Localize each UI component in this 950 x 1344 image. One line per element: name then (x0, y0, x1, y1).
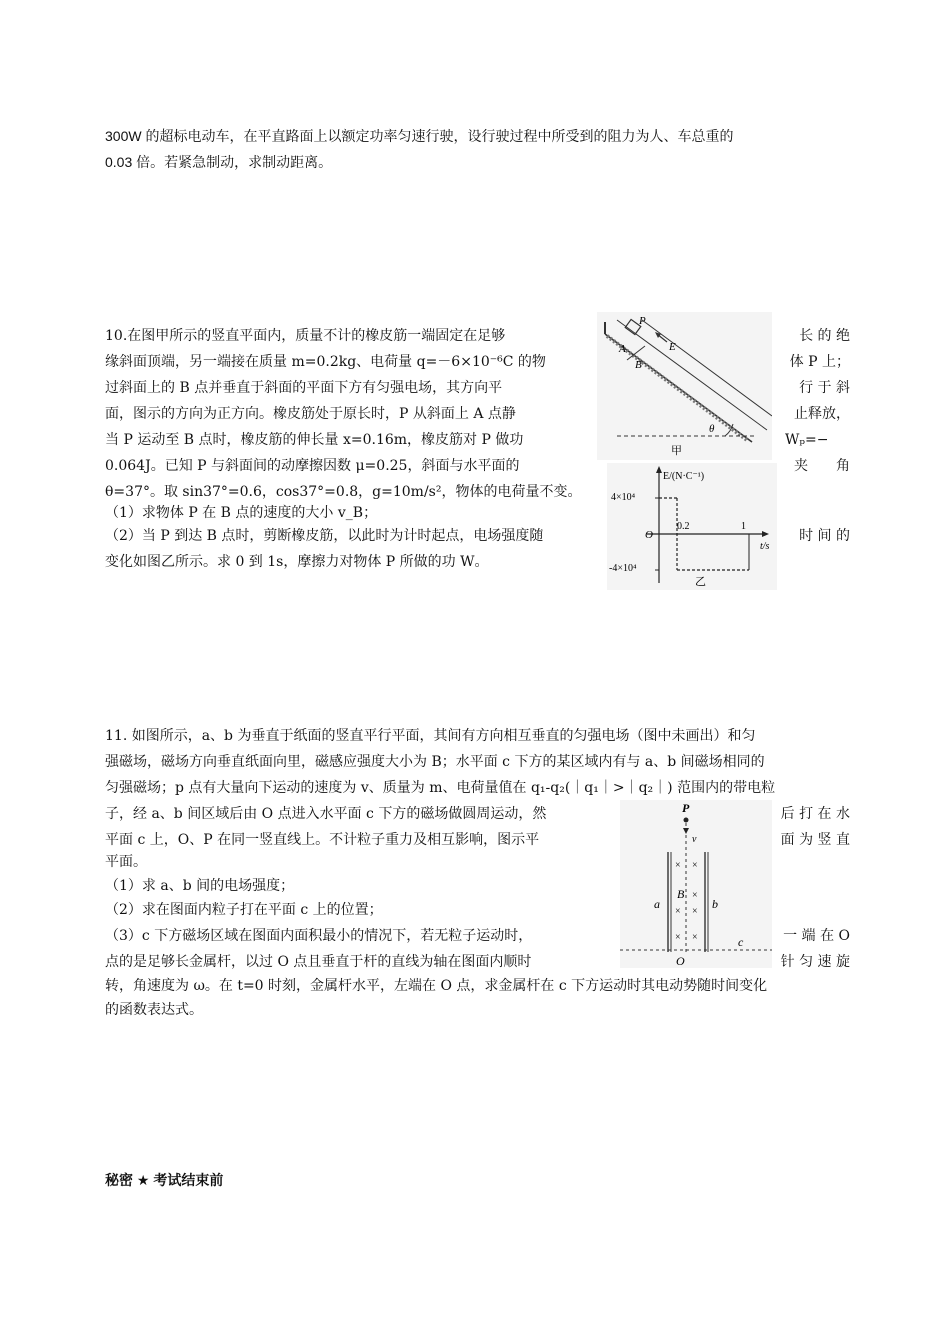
q10-line-6-right: 夹 角 (794, 458, 850, 474)
label-a: A (619, 343, 626, 355)
q10-line-2-left: 缘斜面顶端，另一端接在质量 m=0.2kg、电荷量 q=－6×10⁻⁶C 的物 (105, 354, 546, 370)
cross-4: × (675, 906, 681, 917)
label-v: v (692, 834, 697, 845)
cross-3: × (692, 890, 698, 901)
q11-line-7: （1）求 a、b 间的电场强度； (105, 878, 295, 894)
cross-6: × (675, 932, 681, 943)
q10-line-7: θ=37°。取 sin37°=0.6，cos37°=0.8，g=10m/s²，物体的电荷量不变。 (105, 484, 582, 500)
q9-line-2: 0.03 倍。若紧急制动，求制动距离。 (105, 154, 333, 170)
cross-2: × (692, 860, 698, 871)
q10-line-1-left: 10.在图甲所示的竖直平面内，质量不计的橡皮筋一端固定在足够 (105, 328, 506, 344)
q10-line-4-right: 止释放， (794, 406, 850, 422)
label-b: b (712, 897, 718, 911)
q11-line-4-left: 子，经 a、b 间区域后由 O 点进入水平面 c 下方的磁场做圆周运动，然 (105, 806, 547, 822)
label-e: E (669, 341, 676, 353)
q11-line-8: （2）求在图面内粒子打在平面 c 上的位置； (105, 902, 383, 918)
q11-line-5-right: 面 为 竖 直 (780, 832, 850, 848)
y-tick-label-neg: -4×10⁴ (609, 563, 637, 574)
q11-line-12: 的函数表达式。 (105, 1002, 203, 1018)
q10-line-9-left: （2）当 P 到达 B 点时，剪断橡皮筋，以此时为计时起点，电场强度随 (105, 528, 544, 544)
q9-line-1: 300W 的超标电动车，在平直路面上以额定功率匀速行驶，设行驶过程中所受到的阻力为人、车总重的 (105, 128, 734, 144)
q11-line-10-right: 针 匀 速 旋 (780, 954, 850, 970)
label-p: P (639, 315, 646, 327)
cross-7: × (692, 932, 698, 943)
q10-line-5-left: 当 P 运动至 B 点时，橡皮筋的伸长量 x=0.16m，橡皮筋对 P 做功 (105, 432, 524, 448)
q11-line-5-left: 平面 c 上，O、P 在同一竖直线上。不计粒子重力及相互影响，图示平 (105, 832, 540, 848)
q10-line-1-right: 长 的 绝 (799, 328, 850, 344)
label-a: a (654, 897, 660, 911)
x-axis-label: t/s (760, 541, 770, 552)
y-axis-label: E/(N·C⁻¹) (663, 471, 705, 482)
q10-line-8: （1）求物体 P 在 B 点的速度的大小 v_B； (105, 505, 378, 521)
e-t-chart (607, 463, 777, 590)
y-tick-label-pos: 4×10⁴ (611, 492, 636, 503)
q10-line-3-left: 过斜面上的 B 点并垂直于斜面的平面下方有匀强电场，其方向平 (105, 380, 503, 396)
x-tick-label-0.2: 0.2 (677, 521, 690, 532)
q11-line-11: 转，角速度为 ω。在 t=0 时刻，金属杆水平，左端在 O 点，求金属杆在 c 下方运动时其电动势随时间变化 (105, 978, 768, 994)
q11-line-6: 平面。 (105, 854, 147, 870)
caption-yi: 乙 (695, 576, 706, 588)
origin-label: O (645, 529, 653, 541)
q10-line-3-right: 行 于 斜 (799, 380, 850, 396)
q11-line-9-right: 一 端 在 O (783, 928, 850, 944)
q10-line-6-left: 0.064J。已知 P 与斜面间的动摩擦因数 μ=0.25，斜面与水平面的 (105, 458, 520, 474)
confidential-footer: 秘密 ★ 考试结束前 (105, 1172, 224, 1188)
label-o: O (676, 954, 685, 968)
q10-line-9-right: 时 间 的 (799, 528, 850, 544)
caption-jia: 甲 (671, 445, 682, 457)
q10-line-5-right: Wₚ=− (785, 432, 829, 448)
q11-line-3: 匀强磁场；p 点有大量向下运动的速度为 v、质量为 m、电荷量值在 q₁-q₂(｜q₁｜>｜q₂｜) 范围内的带电粒 (105, 780, 776, 796)
q10-line-4-left: 面，图示的方向为正方向。橡皮筋处于原长时，P 从斜面上 A 点静 (105, 406, 516, 422)
q11-line-4-right: 后 打 在 水 (780, 806, 850, 822)
label-p: P (682, 801, 690, 815)
field-figure (620, 800, 772, 968)
label-b-field: B (677, 887, 685, 901)
q11-line-1: 11. 如图所示，a、b 为垂直于纸面的竖直平行平面，其间有方向相互垂直的匀强电场（图中未画出）和匀 (105, 728, 756, 744)
cross-1: × (675, 860, 681, 871)
label-c: c (738, 935, 744, 949)
incline-figure (597, 312, 772, 460)
x-tick-label-1: 1 (741, 521, 746, 532)
q11-line-10-left: 点的是足够长金属杆，以过 O 点且垂直于杆的直线为轴在图面内顺时 (105, 954, 532, 970)
cross-5: × (692, 906, 698, 917)
point-p (684, 818, 689, 823)
label-theta: θ (709, 423, 715, 435)
q11-line-2: 强磁场，磁场方向垂直纸面向里，磁感应强度大小为 B；水平面 c 下方的某区域内有与 a、b 间磁场相同的 (105, 754, 765, 770)
q10-line-10: 变化如图乙所示。求 0 到 1s，摩擦力对物体 P 所做的功 W。 (105, 554, 489, 570)
q10-line-2-right: 体 P 上； (789, 354, 850, 370)
label-b: B (635, 359, 642, 371)
q11-line-9-left: （3）c 下方磁场区域在图面内面积最小的情况下，若无粒子运动时， (105, 928, 533, 944)
